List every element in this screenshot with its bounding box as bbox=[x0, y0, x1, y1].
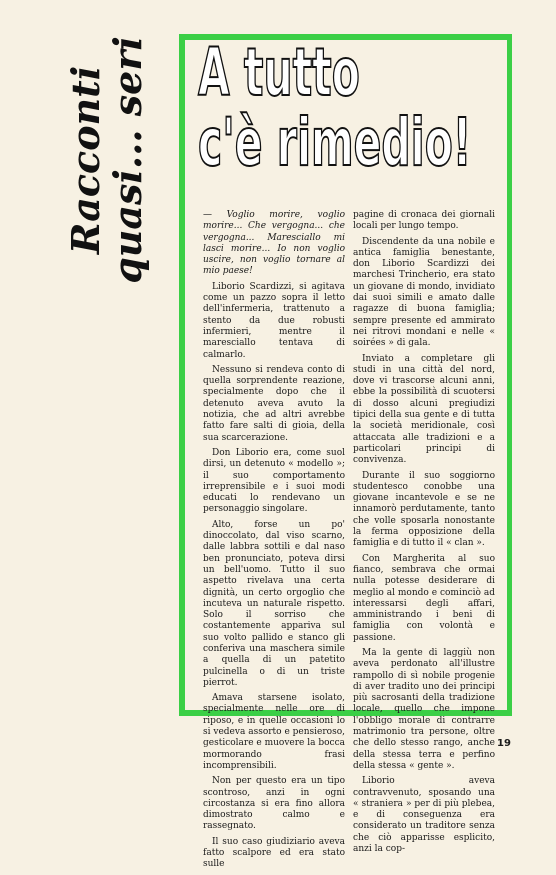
paragraph: Discendente da una nobile e antica famiglia benestante, don Liborio Scardizzi dei marchesi Trincherio, era stato un giovane di mondo, invidiato dai suoi simili e amato dalle ragazze di buona famiglia; sempre presente ed ammirato nei ritrovi mondani e nelle « soirées » di gala. bbox=[353, 236, 495, 349]
paragraph: Il suo caso giudiziario aveva fatto scalpore ed era stato sulle bbox=[203, 836, 345, 870]
section-title bbox=[65, 35, 185, 285]
paragraph: Nessuno si rendeva conto di quella sorprendente reazione, specialmente dopo che il detenuto aveva avuto la notizia, che ad altri avrebbe fatto fare salti di gioia, della sua scarcerazione. bbox=[203, 364, 345, 443]
headline-line-1: A tutto bbox=[198, 34, 360, 111]
paragraph: Amava starsene isolato, specialmente nelle ore di riposo, e in quelle occasioni lo si vedeva assorto e pensieroso, gesticolare e muovere la bocca mormorando frasi incomprensibili. bbox=[203, 693, 345, 771]
section-title-text: Racconti quasi... seri bbox=[63, 36, 150, 284]
intro-paragraph: — Voglio morire, voglio morire... Che vergogna... che vergogna... Maresciallo mi lasci morire... Io non voglio uscire, non voglio tornare al mio paese! bbox=[203, 210, 345, 277]
paragraph: Alto, forse un po' dinoccolato, dal viso scarno, dalle labbra sottili e dal naso ben pronunciato, poteva dirsi un bell'uomo. Tutto il suo aspetto rivelava una certa dignità, un certo orgoglio che incuteva un naturale rispetto. Solo il sorriso che costantemente appariva sul suo volto pallido e stanco gli conferiva una maschera simile a quella di un patetito pulcinella o di un triste pierrot. bbox=[203, 519, 345, 688]
paragraph: Inviato a completare gli studi in una città del nord, dove vi trascorse alcuni anni, ebbe la possibilità di scuotersi di dosso alcuni pregiudizi tipici della sua gente e di tutta la società meridionale, così attaccata alle tradizioni e a particolari principi di convivenza. bbox=[353, 353, 495, 466]
paragraph: Liborio aveva contravvenuto, sposando una « straniera » per di più plebea, e di conseguenza era considerato un traditore senza che ciò apparisse esplicito, anzi la cop- bbox=[353, 776, 495, 855]
text-column-left bbox=[203, 210, 345, 875]
paragraph: Don Liborio era, come suol dirsi, un detenuto « modello »; il suo comportamento irreprensibile e i suoi modi educati lo rendevano un personaggio singolare. bbox=[203, 447, 345, 515]
page-number: 19 bbox=[497, 738, 511, 749]
paragraph: Liborio Scardizzi, si agitava come un pazzo sopra il letto dell'infermeria, trattenuto a stento da due robusti infermieri, mentre il maresciallo tentava di calmarlo. bbox=[203, 281, 345, 360]
paragraph: pagine di cronaca dei giornali locali per lungo tempo. bbox=[353, 210, 495, 232]
paragraph: Durante il suo soggiorno studentesco conobbe una giovane incantevole e se ne innamorò perdutamente, tanto che volle sposarla nonostante la ferma opposizione della famiglia e di tutto il « clan ». bbox=[353, 470, 495, 549]
headline-line-2: c'è rimedio! bbox=[198, 104, 472, 181]
paragraph: Con Margherita al suo fianco, sembrava che ormai nulla potesse desiderare di meglio al mondo e cominciò ad interessarsi degli affari, amministrando i beni di famiglia con volontà e passione. bbox=[353, 553, 495, 643]
text-column-right bbox=[353, 210, 495, 859]
headline bbox=[198, 34, 472, 181]
paragraph: Ma la gente di laggiù non aveva perdonato all'illustre rampollo di sì nobile progenie di aver tradito uno dei principi più sacrosanti della tradizione locale, quello che impone l'obbligo morale di contrarre matrimonio tra persone, oltre che dello stesso rango, anche della stessa terra e perfino della stessa « gente ». bbox=[353, 647, 495, 771]
paragraph: Non per questo era un tipo scontroso, anzi in ogni circostanza si era fino allora dimostrato calmo e rassegnato. bbox=[203, 776, 345, 832]
